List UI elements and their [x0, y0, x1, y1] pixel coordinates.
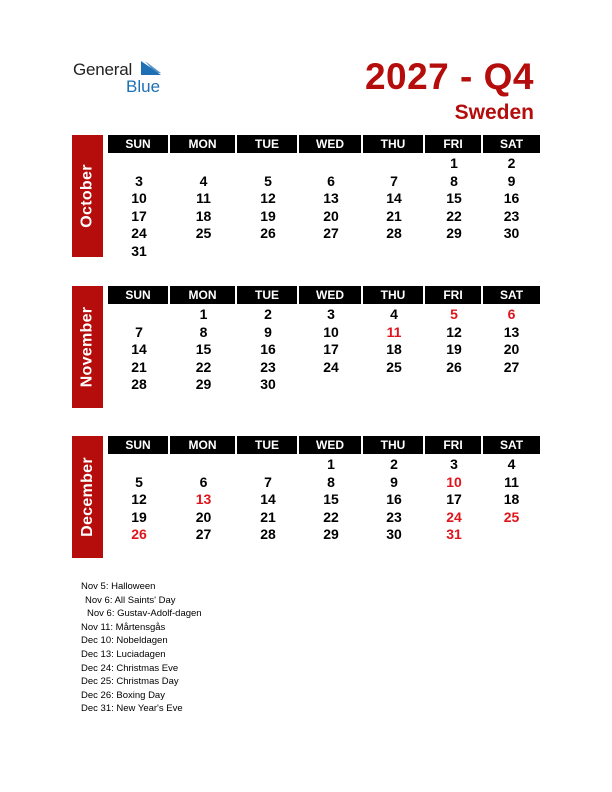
week-row: [108, 242, 540, 260]
day-cell: 5: [264, 172, 272, 189]
holiday-item: Nov 11: Mårtensgås: [81, 621, 166, 633]
day-cell: 12: [131, 491, 147, 508]
weekday-header-row: [108, 135, 540, 153]
weekday-header: FRI: [425, 135, 483, 153]
day-cell: 26: [446, 358, 462, 375]
week-row: [108, 323, 540, 341]
day-cell: 19: [446, 341, 462, 358]
holiday-item: Dec 25: Christmas Day: [81, 676, 179, 688]
day-cell: 11: [504, 473, 519, 490]
day-cell: 24: [323, 358, 339, 375]
weekday-header: MON: [170, 436, 237, 454]
month-label-tab: [72, 135, 103, 257]
empty-day-cell: [483, 242, 540, 260]
day-cell: 18: [503, 491, 520, 508]
day-cell: 29: [323, 526, 339, 543]
weekday-header: SUN: [108, 436, 170, 454]
day-cell: 4: [199, 172, 208, 189]
day-cell: 7: [264, 473, 272, 490]
country-name: Sweden: [454, 101, 534, 124]
week-row: [108, 305, 540, 323]
week-row: [108, 490, 540, 508]
empty-day-cell: [363, 154, 425, 172]
weekday-header: SUN: [108, 135, 170, 153]
day-cell: 13: [323, 190, 339, 207]
day-cell: 25: [503, 508, 520, 525]
day-cell: 10: [131, 190, 147, 207]
day-cell: 17: [131, 207, 147, 224]
holiday-item: Nov 5: Halloween: [81, 581, 156, 592]
day-cell: 18: [386, 341, 402, 358]
day-cell: 15: [323, 491, 339, 508]
day-cell: 23: [260, 358, 276, 375]
day-cell: 10: [446, 473, 462, 490]
day-cell: 16: [386, 491, 402, 508]
holiday-item: Dec 13: Luciadagen: [81, 648, 166, 660]
holiday-item: Dec 26: Boxing Day: [81, 689, 165, 701]
empty-day-cell: [299, 375, 363, 393]
week-row: [108, 340, 540, 358]
empty-day-cell: [108, 455, 170, 473]
holiday-item: Dec 10: Nobeldagen: [81, 635, 168, 647]
week-row: [108, 455, 540, 473]
brand-logo: [73, 60, 173, 96]
weekday-header: FRI: [425, 436, 483, 454]
day-cell: 6: [507, 306, 516, 322]
empty-day-cell: [483, 375, 540, 393]
empty-day-cell: [108, 305, 170, 323]
day-cell: 29: [195, 376, 212, 393]
empty-day-cell: [425, 242, 483, 260]
day-cell: 12: [446, 323, 462, 340]
day-cell: 1: [199, 306, 208, 322]
weekday-header: MON: [170, 286, 237, 304]
day-cell: 15: [195, 341, 212, 358]
day-cell: 14: [131, 341, 147, 358]
week-row: [108, 154, 540, 172]
holiday-item: Dec 24: Christmas Eve: [81, 662, 179, 674]
day-cell: 30: [503, 225, 520, 242]
day-cell: 8: [327, 473, 335, 490]
holiday-list: [81, 580, 202, 716]
day-cell: 27: [503, 358, 520, 375]
day-cell: 19: [131, 508, 147, 525]
day-cell: 26: [131, 526, 147, 543]
weekday-header: MON: [170, 135, 237, 153]
day-cell: 21: [260, 508, 276, 525]
weekday-header: THU: [363, 286, 425, 304]
weekday-header: FRI: [425, 286, 483, 304]
day-cell: 13: [503, 323, 520, 340]
empty-day-cell: [425, 375, 483, 393]
empty-day-cell: [483, 525, 540, 543]
holiday-item: Dec 31: New Year's Eve: [81, 703, 183, 715]
day-cell: 6: [199, 473, 208, 490]
empty-day-cell: [170, 455, 237, 473]
day-cell: 5: [450, 306, 458, 322]
day-cell: 12: [260, 190, 276, 207]
day-cell: 2: [507, 155, 516, 171]
day-cell: 22: [195, 358, 212, 375]
empty-day-cell: [299, 242, 363, 260]
day-cell: 31: [131, 243, 147, 259]
day-cell: 27: [323, 225, 339, 242]
day-cell: 25: [386, 358, 402, 375]
empty-day-cell: [237, 242, 299, 260]
day-cell: 6: [327, 172, 335, 189]
brand-name-general: General: [73, 60, 133, 79]
day-cell: 14: [260, 491, 276, 508]
empty-day-cell: [170, 242, 237, 260]
week-row: [108, 189, 540, 207]
day-cell: 7: [135, 323, 143, 340]
month-name: December: [78, 457, 96, 537]
week-row: [108, 207, 540, 225]
weekday-header-row: [108, 436, 540, 454]
day-cell: 25: [195, 225, 212, 242]
week-row: [108, 358, 540, 376]
month-label-tab: [72, 436, 103, 558]
day-cell: 28: [386, 225, 402, 242]
empty-day-cell: [363, 242, 425, 260]
day-cell: 26: [260, 225, 276, 242]
day-cell: 28: [131, 376, 147, 393]
weekday-header: SAT: [483, 436, 540, 454]
day-cell: 9: [390, 473, 398, 490]
day-cell: 18: [195, 207, 212, 224]
day-cell: 1: [450, 155, 458, 171]
day-cell: 30: [260, 376, 276, 393]
week-row: [108, 375, 540, 393]
day-cell: 3: [135, 172, 143, 189]
day-cell: 13: [195, 491, 212, 508]
day-cell: 22: [446, 207, 462, 224]
empty-day-cell: [237, 154, 299, 172]
day-cell: 3: [327, 306, 335, 322]
empty-day-cell: [170, 154, 237, 172]
weekday-header: THU: [363, 436, 425, 454]
day-cell: 2: [264, 306, 272, 322]
day-cell: 8: [450, 172, 458, 189]
day-cell: 16: [503, 190, 520, 207]
day-cell: 9: [507, 172, 516, 189]
day-cell: 20: [195, 508, 212, 525]
weekday-header-row: [108, 286, 540, 304]
day-cell: 3: [450, 456, 458, 472]
weekday-header: WED: [299, 436, 363, 454]
day-cell: 11: [386, 323, 402, 340]
weekday-header: SUN: [108, 286, 170, 304]
day-cell: 22: [323, 508, 339, 525]
day-cell: 4: [507, 456, 516, 472]
weekday-header: TUE: [237, 286, 299, 304]
empty-day-cell: [237, 455, 299, 473]
holiday-item: Nov 6: All Saints' Day: [85, 594, 176, 606]
brand-name-blue: Blue: [126, 77, 161, 96]
empty-day-cell: [299, 154, 363, 172]
day-cell: 23: [386, 508, 402, 525]
weekday-header: WED: [299, 286, 363, 304]
weekday-header: WED: [299, 135, 363, 153]
day-cell: 21: [386, 207, 402, 224]
brand-flag-icon: [141, 61, 163, 77]
day-cell: 24: [446, 508, 462, 525]
day-cell: 16: [260, 341, 276, 358]
day-cell: 24: [131, 225, 147, 242]
day-cell: 10: [323, 323, 339, 340]
page-title: 2027 - Q4: [364, 56, 534, 97]
day-cell: 8: [199, 323, 208, 340]
day-cell: 29: [446, 225, 462, 242]
day-cell: 17: [323, 341, 339, 358]
day-cell: 17: [446, 491, 462, 508]
day-cell: 20: [323, 207, 339, 224]
day-cell: 19: [260, 207, 276, 224]
month-name: November: [78, 306, 96, 388]
week-row: [108, 508, 540, 526]
day-cell: 5: [135, 473, 143, 490]
weekday-header: SAT: [483, 135, 540, 153]
day-cell: 1: [327, 456, 335, 472]
month-name: October: [78, 164, 96, 228]
day-cell: 20: [503, 341, 520, 358]
day-cell: 7: [390, 172, 398, 189]
week-row: [108, 172, 540, 190]
day-cell: 2: [390, 456, 398, 472]
day-cell: 23: [503, 207, 520, 224]
day-cell: 21: [131, 358, 147, 375]
empty-day-cell: [108, 154, 170, 172]
weekday-header: THU: [363, 135, 425, 153]
day-cell: 15: [446, 190, 462, 207]
holiday-item: Nov 6: Gustav-Adolf-dagen: [87, 608, 202, 620]
week-row: [108, 224, 540, 242]
day-cell: 9: [264, 323, 272, 340]
weekday-header: TUE: [237, 436, 299, 454]
month-label-tab: [72, 286, 103, 408]
weekday-header: TUE: [237, 135, 299, 153]
day-cell: 27: [195, 526, 212, 543]
day-cell: 30: [386, 526, 402, 543]
week-row: [108, 525, 540, 543]
week-row: [108, 473, 540, 491]
day-cell: 31: [446, 526, 462, 543]
weekday-header: SAT: [483, 286, 540, 304]
day-cell: 11: [196, 190, 211, 207]
day-cell: 4: [390, 306, 398, 322]
empty-day-cell: [363, 375, 425, 393]
day-cell: 28: [260, 526, 276, 543]
day-cell: 14: [386, 190, 402, 207]
